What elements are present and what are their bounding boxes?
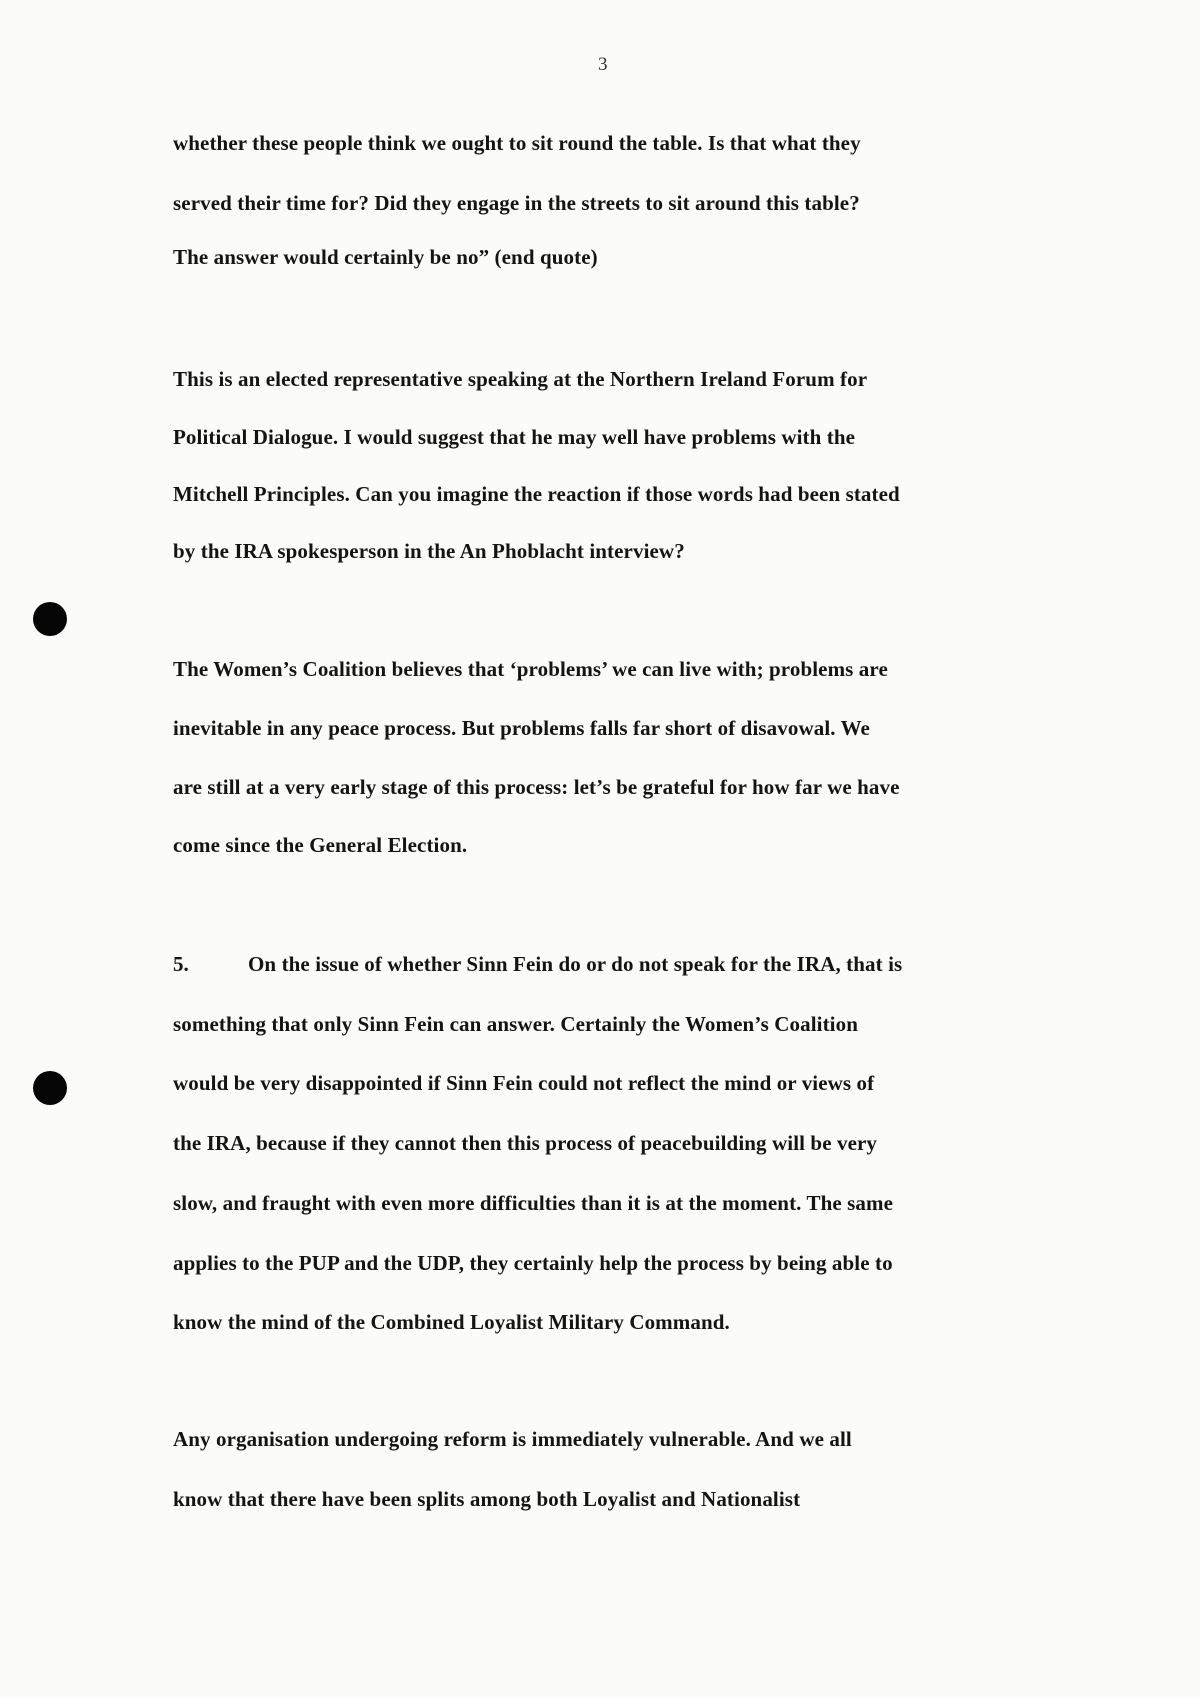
text-line: served their time for? Did they engage in the streets to sit around this table? <box>173 191 860 215</box>
text-line: know that there have been splits among both Loyalist and Nationalist <box>173 1487 801 1511</box>
punch-hole <box>33 1071 67 1105</box>
text-line: the IRA, because if they cannot then this process of peacebuilding will be very <box>173 1131 878 1155</box>
text-line: This is an elected representative speaking at the Northern Ireland Forum for <box>173 367 868 391</box>
item-number: 5. <box>173 952 189 976</box>
text-line: Any organisation undergoing reform is immediately vulnerable. And we all <box>173 1427 852 1451</box>
text-line: On the issue of whether Sinn Fein do or do not speak for the IRA, that is <box>248 952 903 976</box>
punch-hole <box>33 602 67 636</box>
text-line: are still at a very early stage of this process: let’s be grateful for how far we have <box>173 775 900 799</box>
text-line: applies to the PUP and the UDP, they certainly help the process by being able to <box>173 1251 893 1275</box>
text-line: by the IRA spokesperson in the An Phoblacht interview? <box>173 539 685 563</box>
text-line: Political Dialogue. I would suggest that he may well have problems with the <box>173 425 856 449</box>
text-line: The Women’s Coalition believes that ‘problems’ we can live with; problems are <box>173 657 888 681</box>
text-line: something that only Sinn Fein can answer. Certainly the Women’s Coalition <box>173 1012 858 1036</box>
text-line: Mitchell Principles. Can you imagine the reaction if those words had been stated <box>173 482 900 506</box>
text-line: The answer would certainly be no” (end quote) <box>173 245 598 269</box>
page-number: 3 <box>598 54 608 75</box>
text-line: come since the General Election. <box>173 833 468 857</box>
text-line: whether these people think we ought to sit round the table. Is that what they <box>173 131 861 155</box>
text-line: would be very disappointed if Sinn Fein could not reflect the mind or views of <box>173 1071 875 1095</box>
text-line: slow, and fraught with even more difficulties than it is at the moment. The same <box>173 1191 894 1215</box>
text-line: inevitable in any peace process. But problems falls far short of disavowal. We <box>173 716 870 740</box>
text-line: know the mind of the Combined Loyalist Military Command. <box>173 1310 730 1334</box>
